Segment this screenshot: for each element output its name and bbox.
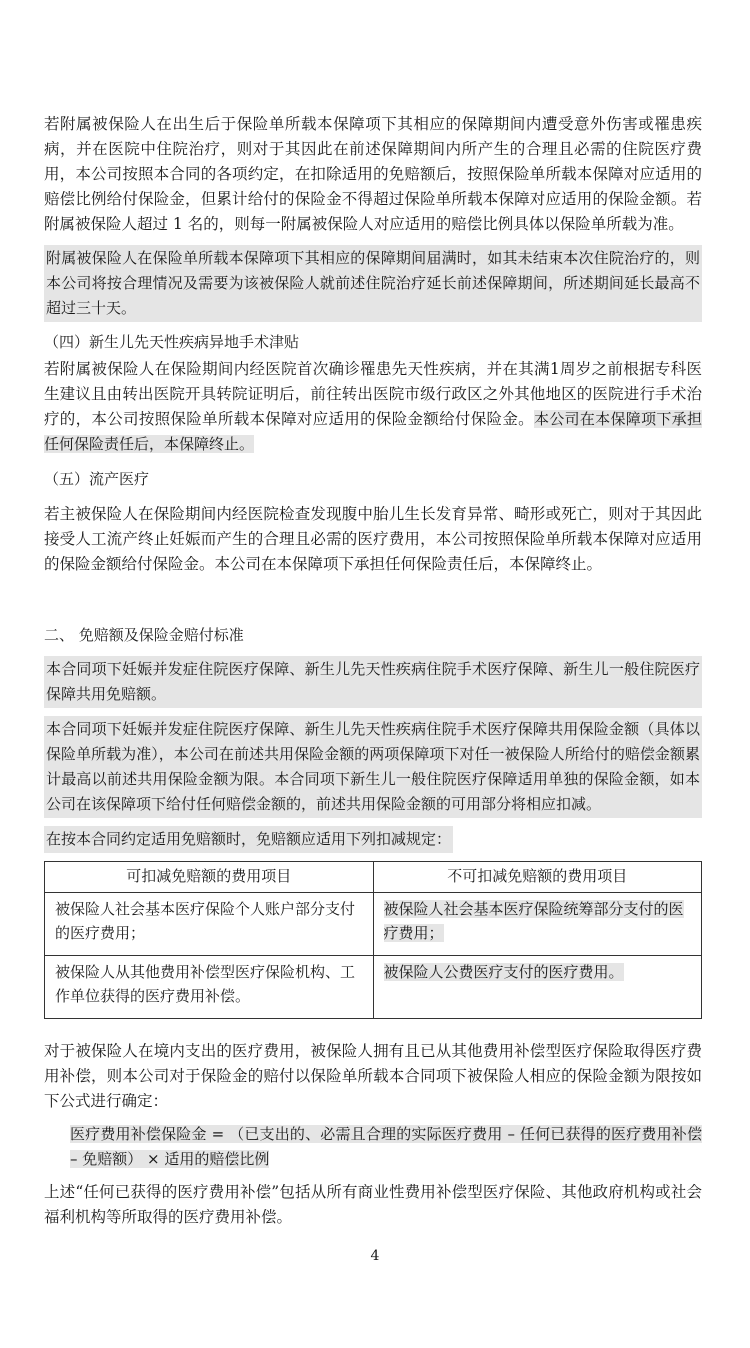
table-cell-non-deductible xyxy=(373,893,702,956)
paragraph-deduction-rules-intro: 在按本合同约定适用免赔额时，免赔额应适用下列扣减规定： xyxy=(44,826,453,853)
table-cell-non-deductible-text: 被保险人公费医疗支付的医疗费用。 xyxy=(383,963,624,981)
paragraph-compensation-basis: 对于被保险人在境内支出的医疗费用，被保险人拥有且已从其他费用补偿型医疗保险取得医疗费用补偿，则本公司对于保险金的赔付以保险单所载本合同项下被保险人相应的保险金额为限按如下公式进行确定： xyxy=(44,1042,702,1110)
heading-congenital-surgery-allowance: （四）新生儿先天性疾病异地手术津贴 xyxy=(44,333,300,351)
section-title-deductible: 二、 免赔额及保险金赔付标准 xyxy=(44,626,244,644)
table-header-non-deductible: 不可扣减免赔额的费用项目 xyxy=(373,862,702,893)
table-header-row xyxy=(45,862,702,893)
paragraph-congenital-surgery xyxy=(44,357,702,457)
paragraph-congenital-surgery-text: 若附属被保险人在保险期间内经医院首次确诊罹患先天性疾病，并在其满1周岁之前根据专科医生建议且由转出医院开具转院证明后，前往转出医院市级行政区之外其他地区的医院进行手术治疗的，本公司按照保险单所载本保障对应适用的保险金额给付保险金。 xyxy=(44,360,702,428)
paragraph-congenital-surgery-termination: 本公司在本保障项下承担任何保险责任后，本保障终止。 xyxy=(44,410,702,453)
paragraph-newborn-hospitalization: 若附属被保险人在出生后于保险单所载本保障项下其相应的保障期间内遭受意外伤害或罹患疾病，并在医院中住院治疗，则对于其因此在前述保障期间内所产生的合理且必需的住院医疗费用，本公司按照本合同的各项约定，在扣除适用的免赔额后，按照保险单所载本保障对应适用的赔偿比例给付保险金，但累计给付的保险金不得超过保险单所载本保障对应适用的保险金额。若附属被保险人超过 1 名的，则每一附属被保险人对应适用的赔偿比例具体以保险单所载为准。 xyxy=(44,115,702,233)
table-cell-deductible: 被保险人社会基本医疗保险个人账户部分支付的医疗费用； xyxy=(45,893,374,956)
paragraph-compensation-definition: 上述“任何已获得的医疗费用补偿”包括从所有商业性费用补偿型医疗保险、其他政府机构或社会福利机构等所取得的医疗费用补偿。 xyxy=(44,1183,702,1226)
paragraph-shared-deductible: 本合同项下妊娠并发症住院医疗保障、新生儿先天性疾病住院手术医疗保障、新生儿一般住院医疗保障共用免赔额。 xyxy=(44,656,702,708)
deduction-table xyxy=(44,861,702,1019)
paragraph-shared-sum-insured: 本合同项下妊娠并发症住院医疗保障、新生儿先天性疾病住院手术医疗保障共用保险金额（具体以保险单所载为准），本公司在前述共用保险金额的两项保障项下对任一被保险人所给付的赔偿金额累计最高以前述共用保险金额为限。本合同项下新生儿一般住院医疗保障适用单独的保险金额，如本公司在该保障项下给付任何赔偿金额的，前述共用保险金额的可用部分将相应扣减。 xyxy=(44,716,702,818)
table-row xyxy=(45,893,702,956)
paragraph-miscarriage-medical: 若主被保险人在保险期间内经医院检查发现腹中胎儿生长发育异常、畸形或死亡，则对于其因此接受人工流产终止妊娠而产生的合理且必需的医疗费用，本公司按照保险单所载本保障对应适用的保险金额给付保险金。本公司在本保障项下承担任何保险责任后，本保障终止。 xyxy=(44,505,702,573)
table-row xyxy=(45,956,702,1019)
table-cell-non-deductible xyxy=(373,956,702,1019)
compensation-formula xyxy=(70,1122,702,1172)
document-body xyxy=(44,112,702,1238)
table-cell-deductible: 被保险人从其他费用补偿型医疗保险机构、工作单位获得的医疗费用补偿。 xyxy=(45,956,374,1019)
table-header-deductible: 可扣减免赔额的费用项目 xyxy=(45,862,374,893)
heading-miscarriage-medical: （五）流产医疗 xyxy=(44,470,150,488)
compensation-formula-text: 医疗费用补偿保险金 = （已支出的、必需且合理的实际医疗费用 – 任何已获得的医疗费用补偿 – 免赔额） × 适用的赔偿比例 xyxy=(70,1125,702,1168)
page-number: 4 xyxy=(370,1248,380,1264)
paragraph-period-extension: 附属被保险人在保险单所载本保障项下其相应的保障期间届满时，如其未结束本次住院治疗的，则本公司将按合理情况及需要为该被保险人就前述住院治疗延长前述保障期间，所述期间延长最高不超过三十天。 xyxy=(44,245,702,322)
table-cell-non-deductible-text: 被保险人社会基本医疗保险统筹部分支付的医疗费用； xyxy=(383,900,684,942)
